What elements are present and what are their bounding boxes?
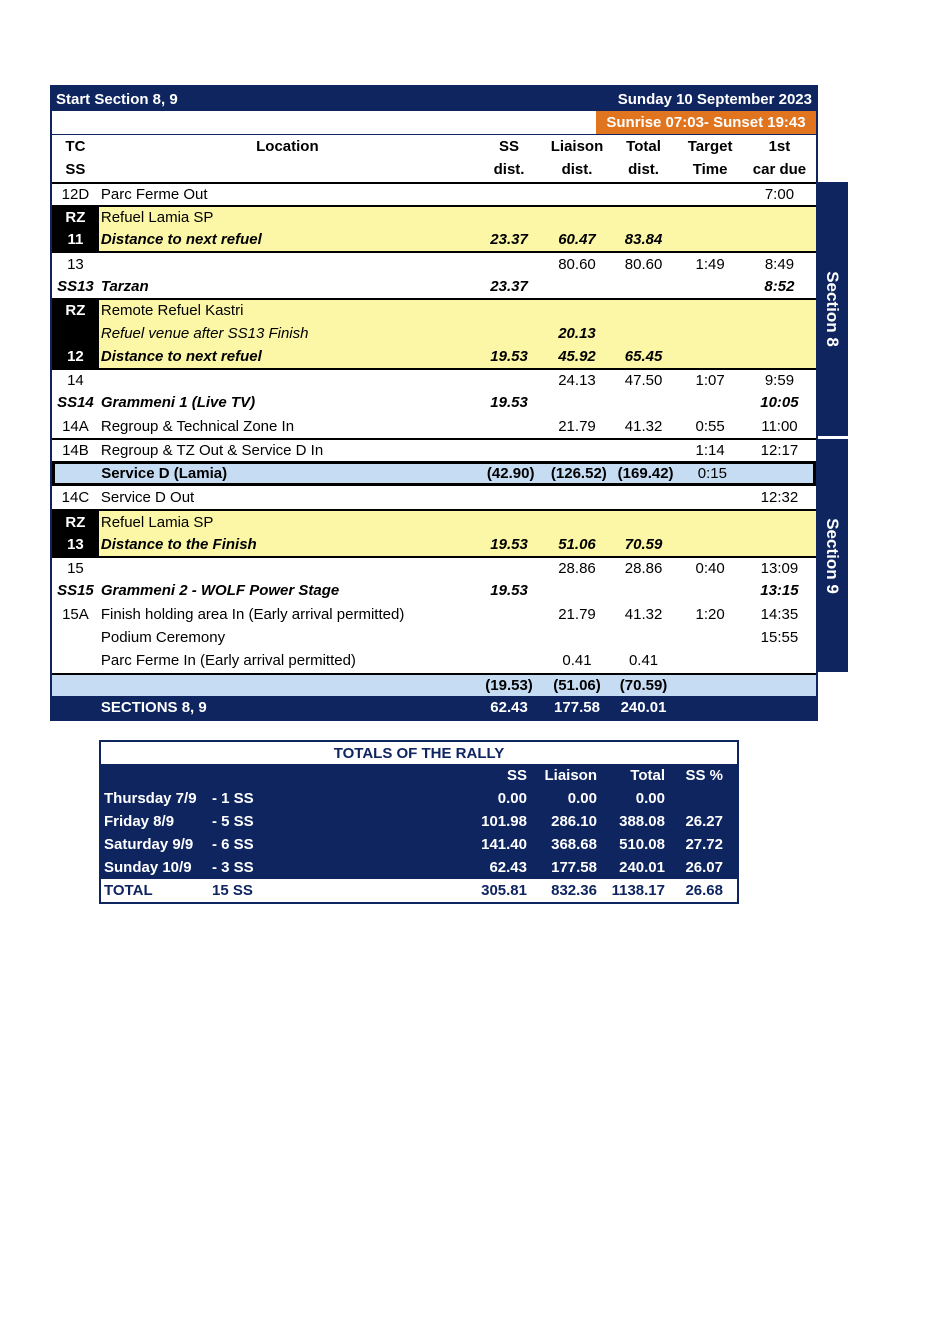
table-row (52, 533, 816, 556)
cell-tot: (169.42) (617, 465, 674, 483)
totals-count: - 3 SS (212, 859, 254, 876)
cell-tc (52, 321, 99, 344)
itinerary-header (52, 87, 816, 111)
totals-pct: 26.27 (685, 813, 723, 830)
cell-tt: 1:14 (695, 442, 725, 459)
col-total-2: dist. (628, 161, 659, 179)
cell-li: 60.47 (558, 231, 596, 249)
cell-tc: 14A (62, 417, 89, 435)
cell-tc: RZ (52, 511, 99, 532)
totals-ss: 0.00 (497, 790, 527, 807)
cell-tot: 70.59 (624, 535, 663, 553)
cell-li: 20.13 (558, 324, 596, 342)
cell-loc: Refuel Lamia SP (100, 209, 214, 227)
section-8-label: Section 8 (823, 271, 842, 347)
totals-title: TOTALS OF THE RALLY (333, 744, 505, 762)
cell-li: 0.41 (562, 652, 592, 670)
cell-loc: Grammeni 2 - WOLF Power Stage (100, 582, 340, 600)
totals-ss: 141.40 (481, 836, 527, 853)
table-row (52, 345, 816, 368)
totals-grand-count: 15 SS (212, 882, 253, 899)
cell-loc: Tarzan (100, 277, 149, 295)
cell-tot: 83.84 (624, 231, 663, 249)
totals-header-row (101, 764, 737, 787)
cell-tot: 0.41 (628, 652, 659, 670)
cell-tc: RZ (52, 300, 99, 321)
totals-grand-row (101, 879, 737, 902)
sections-total-row (52, 696, 816, 719)
totals-row (101, 856, 737, 879)
cell-tc (52, 696, 99, 719)
cell-tot: 80.60 (624, 255, 663, 273)
table-row (52, 556, 816, 579)
cell-ss: 23.37 (490, 277, 528, 295)
table-row (52, 298, 816, 321)
totals-liaison: 368.68 (551, 836, 597, 853)
cell-li: 177.58 (554, 698, 600, 716)
cell-tc: SS13 (57, 277, 94, 295)
cell-li: (126.52) (550, 465, 607, 483)
cell-li: 80.60 (558, 255, 596, 273)
cell-tc (52, 649, 99, 672)
cell-tot: 28.86 (624, 560, 663, 578)
cell-loc: Service D Out (100, 489, 195, 507)
cell-tc: 14C (61, 489, 90, 507)
table-row (52, 205, 816, 228)
cell-loc: SECTIONS 8, 9 (100, 698, 207, 716)
cell-cd: 9:59 (764, 372, 795, 390)
cell-tc: 14B (62, 442, 89, 459)
cell-tc: 15 (67, 560, 84, 578)
cell-tt: 0:40 (695, 560, 725, 578)
cell-loc: Podium Ceremony (100, 629, 226, 647)
cell-tt: 1:49 (695, 255, 725, 273)
totals-header-pct: SS % (685, 767, 723, 784)
cell-cd: 12:17 (760, 442, 799, 459)
cell-tt: 1:07 (695, 372, 725, 390)
totals-count: - 6 SS (212, 836, 254, 853)
cell-ss: (19.53) (485, 676, 533, 694)
cell-cd: 11:00 (761, 417, 798, 435)
totals-total: 240.01 (619, 859, 665, 876)
cell-li: 21.79 (558, 417, 596, 435)
cell-tc: 12 (52, 345, 99, 368)
cell-loc: Regroup & Technical Zone In (100, 417, 295, 435)
col-target-2: Time (692, 161, 728, 179)
cell-cd: 13:09 (760, 560, 799, 578)
cell-tc: SS15 (57, 582, 94, 600)
table-row (52, 415, 816, 438)
table-row (52, 603, 816, 626)
cell-tc: 11 (52, 228, 99, 251)
totals-row (101, 810, 737, 833)
cell-tc: 14 (67, 372, 84, 390)
totals-liaison: 177.58 (551, 859, 597, 876)
table-row (52, 321, 816, 344)
table-row (52, 626, 816, 649)
section-9-label: Section 9 (823, 517, 842, 594)
totals-grand-liaison: 832.36 (551, 882, 597, 899)
table-row (52, 275, 816, 298)
col-car: 1st (768, 138, 791, 156)
table-row (52, 251, 816, 274)
cell-tc: RZ (52, 207, 99, 228)
totals-liaison: 286.10 (551, 813, 597, 830)
table-row (52, 368, 816, 391)
cell-li: 21.79 (558, 605, 596, 623)
cell-loc: Parc Ferme Out (100, 185, 208, 203)
cell-loc: Distance to next refuel (100, 231, 262, 249)
table-row (52, 182, 816, 205)
cell-tc: SS14 (57, 394, 94, 412)
col-tc-2: SS (65, 161, 86, 179)
column-header-row-2 (52, 158, 816, 181)
totals-day: Saturday 9/9 (104, 836, 194, 853)
date: Sunday 10 September 2023 (617, 90, 812, 108)
cell-tc: 15A (62, 605, 89, 623)
itinerary-table (50, 85, 818, 721)
cell-li: 28.86 (558, 560, 596, 578)
cell-li: 45.92 (558, 347, 596, 365)
cell-tot: 47.50 (624, 372, 663, 390)
section-8-band (816, 182, 848, 436)
table-row (52, 509, 816, 532)
totals-row (101, 787, 737, 810)
cell-loc: Refuel venue after SS13 Finish (100, 324, 309, 342)
service-row (52, 461, 816, 486)
cell-loc: Regroup & TZ Out & Service D In (100, 442, 324, 459)
section-9-band (816, 439, 848, 672)
cell-loc: Distance to the Finish (100, 535, 257, 553)
cell-tc: 12D (61, 185, 90, 203)
totals-day: Sunday 10/9 (104, 859, 192, 876)
cell-cd: 15:55 (760, 629, 799, 647)
totals-ss: 62.43 (489, 859, 527, 876)
cell-cd: 7:00 (764, 185, 795, 203)
table-row (52, 391, 816, 414)
sun-row (52, 111, 816, 135)
cell-tt: 0:55 (695, 417, 725, 435)
table-row (52, 649, 816, 672)
section-title: Start Section 8, 9 (56, 90, 178, 108)
table-row (52, 438, 816, 461)
totals-grand-ss: 305.81 (481, 882, 527, 899)
cell-tc: 13 (52, 533, 99, 556)
table-row (52, 228, 816, 251)
col-location: Location (256, 138, 319, 156)
totals-total: 388.08 (619, 813, 665, 830)
cell-tc (52, 675, 99, 696)
cell-ss: 19.53 (490, 347, 528, 365)
cell-tc (55, 464, 99, 483)
cell-tot: 41.32 (624, 605, 663, 623)
table-row (52, 579, 816, 602)
totals-total: 510.08 (619, 836, 665, 853)
totals-ss: 101.98 (481, 813, 527, 830)
totals-header-total: Total (630, 767, 665, 784)
totals-grand-total: 1138.17 (611, 882, 665, 899)
cell-loc: Parc Ferme In (Early arrival permitted) (100, 652, 356, 670)
cell-tt: 1:20 (695, 605, 725, 623)
col-liaison: Liaison (550, 138, 604, 156)
cell-loc: Refuel Lamia SP (100, 513, 214, 531)
cell-tot: 65.45 (624, 347, 663, 365)
cell-loc: Distance to next refuel (100, 347, 262, 365)
cell-cd: 14:35 (760, 605, 799, 623)
cell-ss: 23.37 (490, 231, 528, 249)
table-row (52, 486, 816, 509)
cell-tot: (70.59) (619, 676, 668, 694)
cell-loc: Service D (Lamia) (101, 465, 228, 483)
totals-title-row (101, 742, 737, 764)
cell-loc: Grammeni 1 (Live TV) (100, 394, 256, 412)
col-ss: SS (499, 138, 520, 156)
col-tc: TC (65, 138, 86, 156)
totals-row (101, 833, 737, 856)
col-car-2: car due (752, 161, 807, 179)
rally-totals-table (99, 740, 739, 904)
cell-tc: 13 (67, 255, 84, 273)
column-header-row-1 (52, 135, 816, 158)
totals-header-liaison: Liaison (544, 767, 597, 784)
totals-grand-pct: 26.68 (685, 882, 723, 899)
totals-grand-label: TOTAL (104, 882, 153, 899)
cell-cd: 12:32 (760, 489, 799, 507)
totals-header-ss: SS (506, 767, 527, 784)
totals-pct: 27.72 (685, 836, 723, 853)
cell-cd: 10:05 (760, 394, 799, 412)
col-target: Target (687, 138, 733, 156)
cell-li: 51.06 (558, 535, 596, 553)
col-liaison-2: dist. (561, 161, 593, 179)
totals-count: - 1 SS (212, 790, 254, 807)
totals-total: 0.00 (635, 790, 665, 807)
col-ss-2: dist. (493, 161, 525, 179)
totals-pct: 26.07 (685, 859, 723, 876)
cell-loc: Finish holding area In (Early arrival permitted) (100, 605, 405, 623)
cell-tc (52, 626, 99, 649)
cell-loc: Remote Refuel Kastri (100, 302, 244, 320)
col-total: Total (626, 138, 661, 156)
cell-ss: 19.53 (490, 582, 528, 600)
totals-day: Friday 8/9 (104, 813, 175, 830)
subtotal-row (52, 673, 816, 696)
cell-tot: 41.32 (624, 417, 663, 435)
cell-ss: 62.43 (490, 698, 528, 716)
cell-li: (51.06) (553, 676, 601, 694)
cell-ss: 19.53 (490, 394, 528, 412)
cell-cd: 13:15 (760, 582, 799, 600)
cell-ss: 19.53 (490, 535, 528, 553)
cell-li: 24.13 (558, 372, 596, 390)
cell-tot: 240.01 (620, 698, 667, 716)
cell-ss: (42.90) (486, 465, 535, 483)
totals-day: Thursday 7/9 (104, 790, 197, 807)
cell-cd: 8:52 (764, 277, 795, 295)
cell-cd: 8:49 (764, 255, 795, 273)
sun-times: Sunrise 07:03- Sunset 19:43 (596, 111, 816, 134)
totals-liaison: 0.00 (567, 790, 597, 807)
cell-tt: 0:15 (697, 465, 727, 483)
totals-count: - 5 SS (212, 813, 254, 830)
